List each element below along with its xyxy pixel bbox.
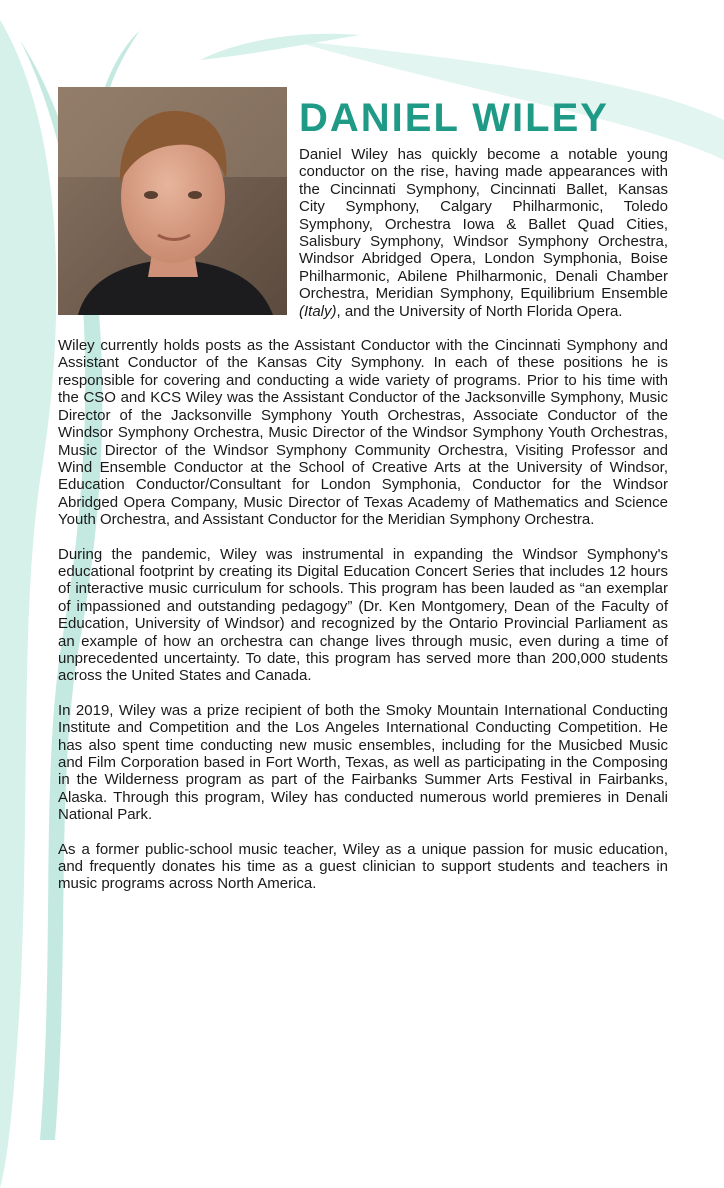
bio-title: DANIEL WILEY [299, 96, 609, 140]
bio-paragraph-4: In 2019, Wiley was a prize recipient of both the Smoky Mountain International Conducting Institute and Competition and the Los Angeles International Conducting Competition. He has also spent time conducting new music ensembles, including for the Musicbed Music and Film Corporation based in Fort Worth, Texas, as well as participating in the Composing in the Wilderness program as part of the Fairbanks Summer Arts Festival in Fairbanks, Alaska. Through this program, Wiley has conducted numerous world premieres in Denali National Park. [58, 701, 668, 824]
bio-paragraph-1-italic: (Italy) [299, 302, 337, 320]
bio-paragraph-5: As a former public-school music teacher, Wiley as a unique passion for music education, and frequently donates his time as a guest clinician to support students and teachers in music programs across North America. [58, 840, 668, 893]
bio-content [58, 84, 668, 910]
bio-paragraph-1-tail: , and the University of North Florida Opera. [336, 302, 623, 320]
bio-paragraph-3: During the pandemic, Wiley was instrumental in expanding the Windsor Symphony's educational footprint by creating its Digital Education Concert Series that includes 12 hours of interactive music curriculum for schools. This program has been lauded as “an exemplar of impassioned and outstanding pedagogy” (Dr. Ken Montgomery, Dean of the Faculty of Education, University of Windsor) and recognized by the Ontario Provincial Parliament as an example of how an orchestra can change lives through music, even during a time of unprecedented uncertainty. To date, this program has served more than 200,000 students across the United States and Canada. [58, 545, 668, 685]
portrait-photo [58, 87, 287, 315]
bio-paragraph-1-text: Daniel Wiley has quickly become a notable young conductor on the rise, having made appearances with the Cincinnati Symphony, Cincinnati Ballet, Kansas City Symphony, Calgary Philharmonic, Toledo Symphony, Orchestra Iowa & Ballet Quad Cities, Salisbury Symphony, Windsor Symphony Orchestra, Windsor Abridged Opera, London Symphonia, Boise Philharmonic, Abilene Philharmonic, Denali Chamber Orchestra, Meridian Symphony, Equilibrium Ensemble [299, 146, 668, 303]
bio-paragraph-2: Wiley currently holds posts as the Assistant Conductor with the Cincinnati Symphony and Assistant Conductor of the Kansas City Symphony. In each of these positions he is responsible for covering and conducting a wide variety of programs. Prior to his time with the CSO and KCS Wiley was the Assistant Conductor of the Jacksonville Symphony, Music Director of the Jacksonville Symphony Youth Orchestras, Associate Conductor of the Windsor Symphony Orchestra, Music Director of the Windsor Symphony Youth Orchestras, Music Director of the Windsor Symphony Community Orchestra, Visiting Professor and Wind Ensemble Conductor at the School of Creative Arts at the University of Windsor, Education Conductor/Consultant for London Symphonia, Conductor for the Windsor Abridged Opera Company, Music Director of Texas Academy of Mathematics and Science Youth Orchestra, and Assistant Conductor for the Meridian Symphony Orchestra. [58, 337, 668, 529]
